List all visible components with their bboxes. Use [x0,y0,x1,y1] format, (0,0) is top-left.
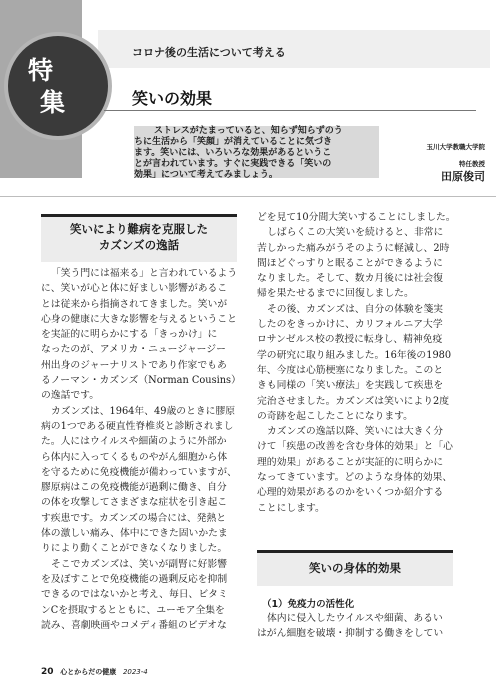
feature-badge-char-2: 集 [40,88,66,117]
text-line: しばらくこの大笑いを続けると、非常に [267,227,444,239]
text-line: に、笑いが心と体に好ましい影響があるこ [41,283,228,295]
text-line: を実証的に明らかにする「きっかけ」に [41,329,218,341]
paragraph [257,225,453,301]
text-line: す疾患です。カズンズの場合には、発熱と [41,512,227,524]
text-line: 病の1つである硬直性脊椎炎と診断されまし [41,420,234,432]
text-line: なったのが、アメリカ・ニュージャージー [41,344,226,356]
text-line: 読み、喜劇映画やコメディ番組のビデオな [41,619,227,631]
text-line: きも同様の「笑い療法」を実践して疾患を [257,380,444,392]
text-line: るノーマン・カズンズ（Norman Cousins） [41,375,241,387]
right-column-continued [257,611,453,642]
text-line: 完治させました。カズンズは笑いにより2度 [257,395,450,407]
issue-number: 2023-4 [122,668,148,676]
text-line: 年、今度は心筋梗塞になりました。このと [257,364,444,376]
feature-badge [8,36,108,136]
text-line: ロサンゼルス校の教授に転身し、精神免疫 [257,334,443,346]
text-line: 州出身のジャーナリストであり作家でもあ [41,359,227,371]
header-divider [0,196,496,197]
text-line: を及ぼすことで免疫機能の過剰反応を抑制 [41,573,228,585]
text-line: そこでカズンズは、笑いが副腎に好影響 [51,558,228,570]
text-line: 体の激しい痛み、体中にできた固いかたま [41,528,228,540]
text-line: できるのではないかと考え、毎日、ビタミ [41,589,228,601]
text-line: 心身の健康に大きな影響を与えるということ [41,313,237,325]
paragraph [257,210,456,225]
article-title: 笑いの効果 [132,89,213,108]
paragraph [257,424,453,516]
author-name: 田原俊司 [441,170,485,183]
section-heading-text: 笑いの身体的効果 [309,561,401,575]
text-line: の逸話です。 [41,390,99,402]
lead-line: 効果」について考えてみましょう。 [134,170,278,180]
text-line: その後、カズンズは、自分の体験を箋実 [267,303,444,315]
lead-line: ます。笑いには、いろいろな効果があるというこ [134,148,332,158]
text-line: けて「疾患の改善を含む身体的効果」と「心 [257,441,453,453]
lead-paragraph [134,126,379,178]
left-column [41,266,241,633]
paragraph [41,557,237,633]
lead-line: ちに生活から「笑顔」が消えていることに気づき [134,137,333,147]
text-line: た。人にはウイルスや細菌のように外部か [41,436,227,448]
text-line: カズンズは、1964年、49歳のときに膠原 [51,405,236,417]
text-line: カズンズの逸話以降、笑いには大きく分 [267,426,444,438]
lead-line: とが言われています。すぐに実践できる「笑いの [134,159,332,169]
text-line: したのをきっかけに、カリフォルニア大学 [257,319,443,331]
author-role: 特任教授 [459,160,485,168]
lead-line: ストレスがたまっていると、知らず知らずのう [154,126,343,136]
paragraph [41,266,241,404]
text-line: を守るために免疫機能が備わっていますが、 [41,466,237,478]
section-heading-2 [257,550,453,586]
page-footer [41,667,148,677]
feature-badge-char-1: 特 [28,56,54,85]
author-affiliation: 玉川大学教職大学院 [426,143,485,151]
text-line: りにより動くことができなくなりました。 [41,543,228,555]
page-number: 20 [41,667,54,677]
paragraph [41,404,237,557]
text-line: ンCを摂取するとともに、ユーモア全集を [41,604,225,616]
text-line: 体内に侵入したウイルスや細菌、あるい [267,613,443,624]
right-column [257,210,456,516]
section-heading-1 [41,214,237,262]
title-rule [104,110,476,111]
text-line: の体を攻撃してさまざまな症状を引き起こ [41,497,228,509]
text-line: の奇跡を起こしたことになります。 [257,410,413,422]
text-line: 学の研究に取り組みました。16年後の1980 [257,349,452,361]
paragraph [257,302,453,424]
section-heading-line: 笑いにより難病を克服した [70,222,208,236]
text-line: 帰を果たせるまでに回復しました。 [257,288,414,300]
text-line: 「笑う門には福来る」と言われているよう [51,268,238,279]
text-line: ことにします。 [257,502,325,514]
subsection-heading: （1）免疫力の活性化 [262,599,355,610]
magazine-name: 心とからだの健康 [60,668,117,676]
text-line: とは従来から指摘されてきました。笑いが [41,298,228,310]
text-line: 心理的効果があるのかをいくつか紹介する [257,487,444,499]
text-line: なりました。そして、数カ月後には社会復 [257,273,443,285]
text-line: 理的効果」があることが実証的に明らかに [257,456,444,468]
text-line: 苦しかった痛みがうそのように軽減し、2時 [257,242,450,254]
section-heading-line: カズンズの逸話 [98,238,180,252]
series-subtitle: コロナ後の生活について考える [132,46,286,59]
author-block [427,142,486,183]
text-line: どを見て10分間大笑いすることにしました。 [257,212,456,223]
text-line: 膠原病はこの免疫機能が過剰に働き、自分 [41,482,227,494]
text-line: 間ほどぐっすりと眠ることができるように [257,257,443,269]
text-line: ら体内に入ってくるものやがん細胞から体 [41,451,228,463]
text-line: はがん細胞を破壊・抑制する働きをしてい [257,628,444,640]
text-line: なってきています。どのような身体的効果、 [257,472,453,484]
paragraph [257,611,453,642]
